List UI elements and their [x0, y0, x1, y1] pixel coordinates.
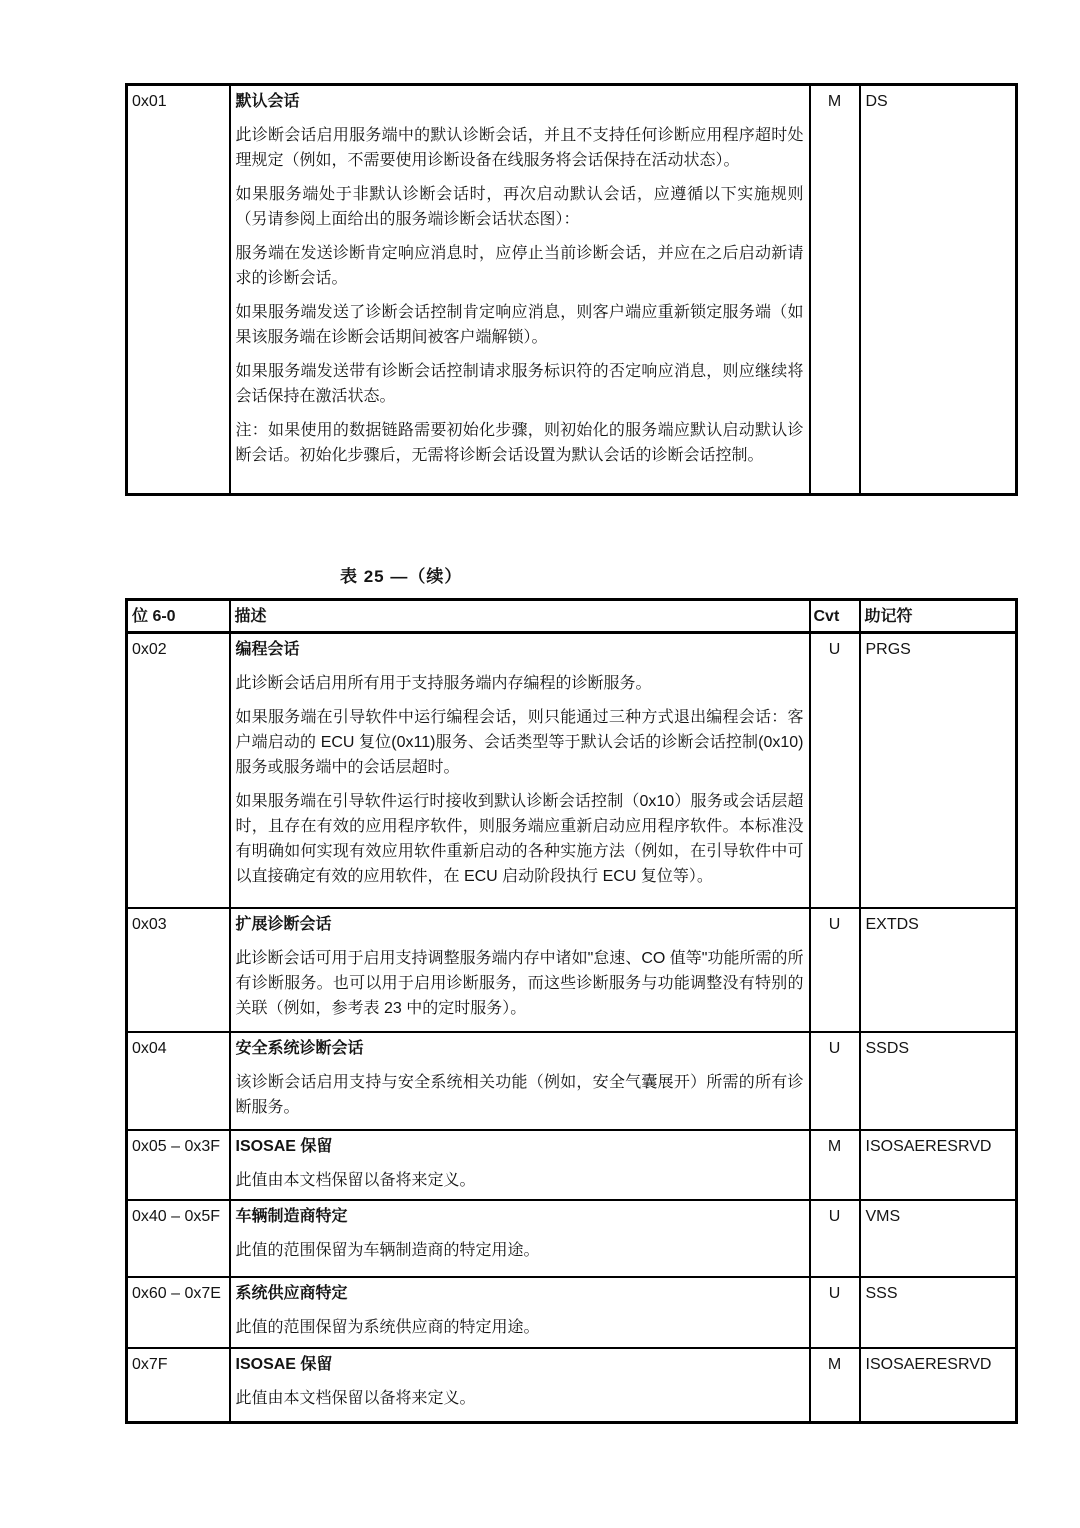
- row-title: 车辆制造商特定: [235, 1207, 348, 1225]
- row-paragraph: 此诊断会话启用所有用于支持服务端内存编程的诊断服务。: [235, 675, 652, 692]
- mnemonic-cell: VMS: [860, 1200, 1017, 1277]
- mnemonic-cell: SSS: [860, 1277, 1017, 1348]
- bits-cell: 0x02: [127, 633, 230, 908]
- cvt-cell: U: [810, 908, 860, 1032]
- row-paragraph: 此值的范围保留为系统供应商的特定用途。: [235, 1318, 540, 1336]
- header-cvt: Cvt: [810, 600, 860, 633]
- row-paragraph: 此值由本文档保留以备将来定义。: [235, 1171, 476, 1189]
- table-row: [127, 1200, 1017, 1277]
- mnemonic-cell: PRGS: [860, 633, 1017, 908]
- row-title: 安全系统诊断会话: [235, 1039, 364, 1057]
- bits-cell: 0x04: [127, 1032, 230, 1130]
- mnemonic-cell: EXTDS: [860, 908, 1017, 1032]
- row-paragraph: 如果服务端在引导软件运行时接收到默认诊断会话控制（0x10）服务或会话层超时，且存在有效的应用程序软件，则服务端应重新启动应用程序软件。本标准没有明确如何实现有效应用软件重新启动的各种实施方法（例如，在引导软件中可以直接确定有效的应用软件，在 ECU 启动阶段执行 ECU 复位等）。: [235, 793, 804, 885]
- row-paragraph: 如果服务端发送带有诊断会话控制请求服务标识符的否定响应消息，则应继续将会话保持在激活状态。: [235, 363, 804, 405]
- cvt-cell: U: [810, 1277, 860, 1348]
- mnemonic-cell: ISOSAERESRVD: [860, 1130, 1017, 1200]
- row-paragraph: 如果服务端发送了诊断会话控制肯定响应消息，则客户端应重新锁定服务端（如果该服务端在诊断会话期间被客户端解锁）。: [235, 304, 804, 346]
- row-title: 默认会话: [235, 93, 300, 110]
- description-cell: [230, 1032, 810, 1130]
- header-mnemonic: 助记符: [860, 600, 1017, 633]
- cvt-cell: U: [810, 633, 860, 908]
- description-cell: [230, 908, 810, 1032]
- bits-cell: 0x01: [127, 85, 230, 495]
- bits-cell: 0x03: [127, 908, 230, 1032]
- table-25-continued: [125, 598, 1018, 1424]
- table-25-top-fragment: [125, 83, 1018, 496]
- row-paragraph: 如果服务端处于非默认诊断会话时，再次启动默认会话，应遵循以下实施规则（另请参阅上面给出的服务端诊断会话状态图）：: [235, 186, 804, 228]
- description-cell: [230, 1200, 810, 1277]
- table-row: [127, 633, 1017, 908]
- table-row: [127, 908, 1017, 1032]
- description-cell: [230, 1348, 810, 1423]
- row-paragraph: 如果服务端在引导软件中运行编程会话，则只能通过三种方式退出编程会话：客户端启动的 ECU 复位(0x11)服务、会话类型等于默认会话的诊断会话控制(0x10)服务或服务端中的会话层超时。: [235, 709, 804, 776]
- bits-cell: 0x60 – 0x7E: [127, 1277, 230, 1348]
- table-row: [127, 1032, 1017, 1130]
- row-paragraph: 此值的范围保留为车辆制造商的特定用途。: [235, 1241, 540, 1259]
- table-row: [127, 1277, 1017, 1348]
- table-header-row: [127, 600, 1017, 633]
- bits-cell: 0x7F: [127, 1348, 230, 1423]
- header-description: 描述: [230, 600, 810, 633]
- row-title: 扩展诊断会话: [235, 915, 332, 933]
- description-cell: [230, 85, 810, 495]
- table-row: [127, 85, 1017, 495]
- row-title: 编程会话: [235, 641, 300, 658]
- row-paragraph: 此诊断会话启用服务端中的默认诊断会话，并且不支持任何诊断应用程序超时处理规定（例如，不需要使用诊断设备在线服务将会话保持在活动状态）。: [235, 127, 804, 169]
- header-bits: 位 6-0: [127, 600, 230, 633]
- row-paragraph: 注：如果使用的数据链路需要初始化步骤，则初始化的服务端应默认启动默认诊断会话。初始化步骤后，无需将诊断会话设置为默认会话的诊断会话控制。: [235, 422, 804, 464]
- table-row: [127, 1130, 1017, 1200]
- description-cell: [230, 1277, 810, 1348]
- cvt-cell: U: [810, 1200, 860, 1277]
- row-title: ISOSAE 保留: [235, 1137, 333, 1155]
- mnemonic-cell: DS: [860, 85, 1017, 495]
- bits-cell: 0x40 – 0x5F: [127, 1200, 230, 1277]
- cvt-cell: M: [810, 85, 860, 495]
- description-cell: [230, 633, 810, 908]
- cvt-cell: M: [810, 1130, 860, 1200]
- cvt-cell: U: [810, 1032, 860, 1130]
- table-row: [127, 1348, 1017, 1423]
- description-cell: [230, 1130, 810, 1200]
- bits-cell: 0x05 – 0x3F: [127, 1130, 230, 1200]
- cvt-cell: M: [810, 1348, 860, 1423]
- row-title: ISOSAE 保留: [235, 1355, 333, 1373]
- mnemonic-cell: ISOSAERESRVD: [860, 1348, 1017, 1423]
- row-paragraph: 该诊断会话启用支持与安全系统相关功能（例如，安全气囊展开）所需的所有诊断服务。: [235, 1073, 804, 1116]
- row-paragraph: 此诊断会话可用于启用支持调整服务端内存中诸如"怠速、CO 值等"功能所需的所有诊断服务。也可以用于启用诊断服务，而这些诊断服务与功能调整没有特别的关联（例如，参考表 23 中的定时服务）。: [235, 949, 804, 1017]
- table-caption: 表 25 —（续）: [340, 567, 463, 586]
- row-title: 系统供应商特定: [235, 1284, 348, 1302]
- row-paragraph: 服务端在发送诊断肯定响应消息时，应停止当前诊断会话，并应在之后启动新请求的诊断会话。: [235, 245, 804, 287]
- mnemonic-cell: SSDS: [860, 1032, 1017, 1130]
- row-paragraph: 此值由本文档保留以备将来定义。: [235, 1389, 476, 1407]
